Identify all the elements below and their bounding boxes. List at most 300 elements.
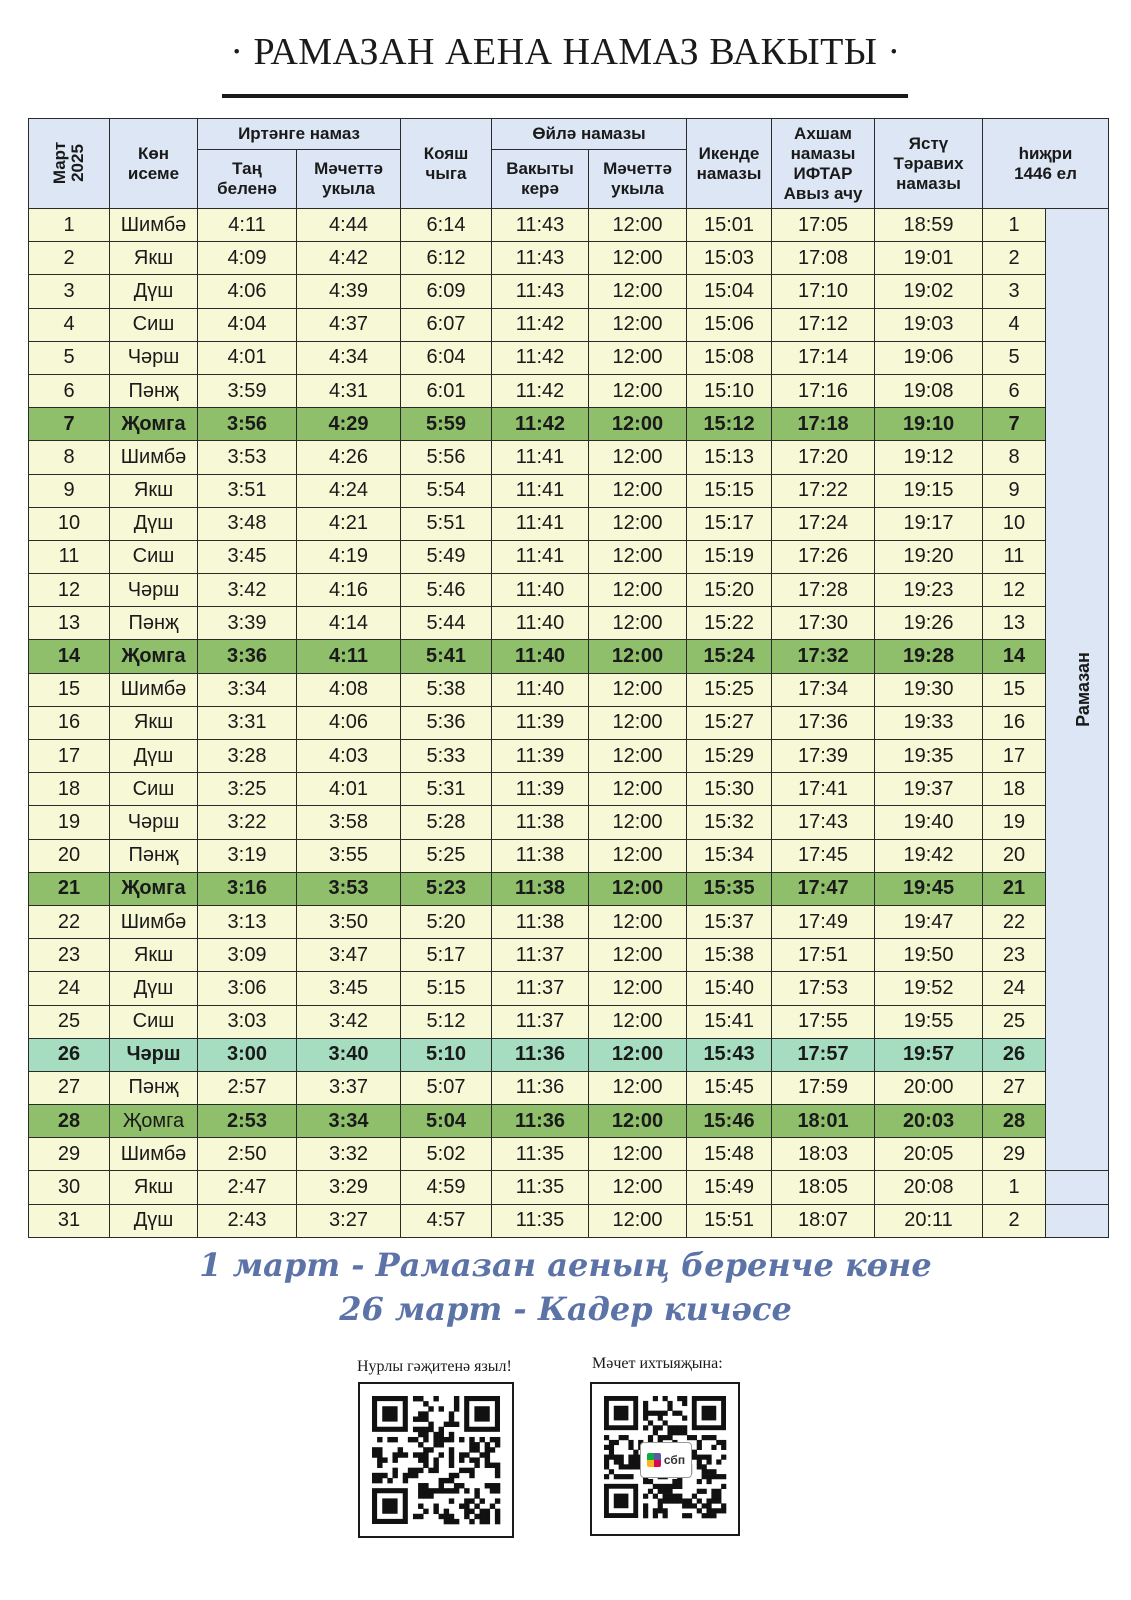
dawn-cell: 3:22 — [198, 806, 297, 839]
ramadan-label: Рамазан — [1072, 652, 1093, 728]
hijri-day-cell: 22 — [983, 905, 1046, 938]
table-row — [29, 540, 1109, 573]
morning-mosque-cell: 4:11 — [297, 640, 401, 673]
dawn-cell: 3:03 — [198, 1005, 297, 1038]
hijri-day-cell: 10 — [983, 507, 1046, 540]
hijri-day-cell: 21 — [983, 872, 1046, 905]
table-row — [29, 341, 1109, 374]
morning-mosque-cell: 3:53 — [297, 872, 401, 905]
morning-mosque-cell: 3:29 — [297, 1171, 401, 1204]
dawn-cell: 2:57 — [198, 1071, 297, 1104]
dawn-cell: 3:09 — [198, 939, 297, 972]
dawn-cell: 3:36 — [198, 640, 297, 673]
sunrise-cell: 5:54 — [401, 474, 492, 507]
sbp-icon — [647, 1453, 661, 1467]
afternoon-cell: 15:49 — [687, 1171, 772, 1204]
day-name-cell: Чәрш — [110, 574, 198, 607]
mosque-donation-qr-code[interactable] — [590, 1382, 740, 1536]
day-number-cell: 13 — [29, 607, 110, 640]
page-title: · РАМАЗАН АЕНА НАМАЗ ВАКЫТЫ · — [230, 31, 901, 73]
table-row — [29, 242, 1109, 275]
noon-mosque-cell: 12:00 — [589, 640, 687, 673]
day-name-cell: Сиш — [110, 308, 198, 341]
night-cell: 19:47 — [875, 905, 983, 938]
sunrise-cell: 6:14 — [401, 209, 492, 242]
sunrise-cell: 5:33 — [401, 740, 492, 773]
hijri-day-cell: 26 — [983, 1038, 1046, 1071]
dawn-cell: 2:47 — [198, 1171, 297, 1204]
hijri-day-cell: 28 — [983, 1105, 1046, 1138]
afternoon-cell: 15:08 — [687, 341, 772, 374]
night-cell: 19:30 — [875, 673, 983, 706]
afternoon-cell: 15:35 — [687, 872, 772, 905]
sunrise-cell: 5:17 — [401, 939, 492, 972]
table-row — [29, 1038, 1109, 1071]
table-row — [29, 773, 1109, 806]
hijri-day-cell: 16 — [983, 706, 1046, 739]
table-row — [29, 507, 1109, 540]
table-row — [29, 1138, 1109, 1171]
evening-cell: 17:34 — [772, 673, 875, 706]
table-body — [29, 209, 1109, 1238]
day-number-cell: 19 — [29, 806, 110, 839]
day-name-cell: Сиш — [110, 773, 198, 806]
sbp-logo — [640, 1442, 692, 1478]
table-row — [29, 1105, 1109, 1138]
afternoon-cell: 15:25 — [687, 673, 772, 706]
noon-time-cell: 11:41 — [492, 474, 589, 507]
dawn-cell: 3:19 — [198, 839, 297, 872]
day-number-cell: 27 — [29, 1071, 110, 1104]
day-name-cell: Сиш — [110, 540, 198, 573]
morning-mosque-cell: 3:40 — [297, 1038, 401, 1071]
night-cell: 19:23 — [875, 574, 983, 607]
night-cell: 19:45 — [875, 872, 983, 905]
morning-prayer-header: Иртәнге намаз — [198, 119, 401, 150]
night-cell: 19:57 — [875, 1038, 983, 1071]
morning-mosque-cell: 4:34 — [297, 341, 401, 374]
dawn-cell: 4:01 — [198, 341, 297, 374]
noon-mosque-cell: 12:00 — [589, 574, 687, 607]
evening-cell: 17:43 — [772, 806, 875, 839]
dawn-cell: 3:34 — [198, 673, 297, 706]
noon-mosque-cell: 12:00 — [589, 607, 687, 640]
hijri-day-cell: 17 — [983, 740, 1046, 773]
dawn-cell: 3:39 — [198, 607, 297, 640]
noon-time-cell: 11:36 — [492, 1071, 589, 1104]
day-name-cell: Җомга — [110, 1105, 198, 1138]
dawn-cell: 3:53 — [198, 441, 297, 474]
noon-time-cell: 11:42 — [492, 308, 589, 341]
day-number-cell: 8 — [29, 441, 110, 474]
afternoon-cell: 15:29 — [687, 740, 772, 773]
hijri-day-cell: 25 — [983, 1005, 1046, 1038]
noon-time-cell: 11:42 — [492, 374, 589, 407]
evening-cell: 17:24 — [772, 507, 875, 540]
sunrise-cell: 6:12 — [401, 242, 492, 275]
evening-iftar-header: Ахшам намазы ИФТАР Авыз ачу — [772, 119, 875, 209]
night-cell: 19:10 — [875, 408, 983, 441]
hijri-day-cell: 23 — [983, 939, 1046, 972]
noon-mosque-cell: 12:00 — [589, 209, 687, 242]
morning-mosque-cell: 4:03 — [297, 740, 401, 773]
afternoon-cell: 15:04 — [687, 275, 772, 308]
night-cell: 19:12 — [875, 441, 983, 474]
noon-time-cell: 11:37 — [492, 939, 589, 972]
table-row — [29, 1071, 1109, 1104]
day-name-cell: Якш — [110, 706, 198, 739]
noon-mosque-cell: 12:00 — [589, 1204, 687, 1237]
noon-time-header: Вакыты керә — [492, 150, 589, 209]
evening-cell: 18:03 — [772, 1138, 875, 1171]
noon-mosque-cell: 12:00 — [589, 972, 687, 1005]
day-number-cell: 5 — [29, 341, 110, 374]
morning-mosque-cell: 4:06 — [297, 706, 401, 739]
noon-time-cell: 11:37 — [492, 1005, 589, 1038]
morning-mosque-cell: 3:47 — [297, 939, 401, 972]
night-cell: 19:03 — [875, 308, 983, 341]
noon-mosque-cell: 12:00 — [589, 308, 687, 341]
dawn-cell: 3:28 — [198, 740, 297, 773]
hijri-day-cell: 20 — [983, 839, 1046, 872]
day-name-cell: Шимбә — [110, 209, 198, 242]
hijri-day-cell: 9 — [983, 474, 1046, 507]
hijri-day-cell: 7 — [983, 408, 1046, 441]
morning-mosque-cell: 4:37 — [297, 308, 401, 341]
noon-time-cell: 11:42 — [492, 341, 589, 374]
noon-time-cell: 11:40 — [492, 673, 589, 706]
day-number-cell: 25 — [29, 1005, 110, 1038]
morning-mosque-cell: 4:42 — [297, 242, 401, 275]
afternoon-cell: 15:10 — [687, 374, 772, 407]
noon-time-cell: 11:37 — [492, 972, 589, 1005]
afternoon-cell: 15:34 — [687, 839, 772, 872]
day-number-cell: 9 — [29, 474, 110, 507]
afternoon-cell: 15:45 — [687, 1071, 772, 1104]
noon-time-cell: 11:40 — [492, 574, 589, 607]
evening-cell: 17:14 — [772, 341, 875, 374]
day-name-cell: Якш — [110, 939, 198, 972]
hijri-day-cell: 6 — [983, 374, 1046, 407]
newspaper-qr-code[interactable] — [358, 1382, 514, 1538]
night-cell: 19:26 — [875, 607, 983, 640]
night-cell: 19:08 — [875, 374, 983, 407]
sunrise-cell: 5:36 — [401, 706, 492, 739]
day-number-cell: 30 — [29, 1171, 110, 1204]
night-cell: 20:03 — [875, 1105, 983, 1138]
day-name-cell: Дүш — [110, 507, 198, 540]
day-name-cell: Якш — [110, 474, 198, 507]
evening-cell: 17:53 — [772, 972, 875, 1005]
evening-cell: 17:28 — [772, 574, 875, 607]
prayer-times-table — [28, 118, 1109, 1238]
noon-time-cell: 11:40 — [492, 640, 589, 673]
sunrise-cell: 5:59 — [401, 408, 492, 441]
qr-code-icon — [360, 1384, 512, 1536]
dawn-cell: 3:56 — [198, 408, 297, 441]
day-number-cell: 11 — [29, 540, 110, 573]
dawn-cell: 2:43 — [198, 1204, 297, 1237]
title-divider — [222, 94, 908, 98]
day-name-cell: Чәрш — [110, 1038, 198, 1071]
day-number-cell: 6 — [29, 374, 110, 407]
morning-mosque-cell: 4:31 — [297, 374, 401, 407]
dawn-cell: 3:42 — [198, 574, 297, 607]
day-name-cell: Дүш — [110, 972, 198, 1005]
night-cell: 19:35 — [875, 740, 983, 773]
night-cell: 19:55 — [875, 1005, 983, 1038]
afternoon-cell: 15:43 — [687, 1038, 772, 1071]
noon-mosque-cell: 12:00 — [589, 706, 687, 739]
noon-mosque-cell: 12:00 — [589, 1038, 687, 1071]
day-number-cell: 2 — [29, 242, 110, 275]
sunrise-cell: 5:31 — [401, 773, 492, 806]
dawn-cell: 2:53 — [198, 1105, 297, 1138]
noon-mosque-cell: 12:00 — [589, 839, 687, 872]
noon-time-cell: 11:39 — [492, 706, 589, 739]
noon-mosque-cell: 12:00 — [589, 806, 687, 839]
dawn-cell: 3:48 — [198, 507, 297, 540]
night-cell: 19:40 — [875, 806, 983, 839]
hijri-day-cell: 29 — [983, 1138, 1046, 1171]
noon-time-cell: 11:35 — [492, 1138, 589, 1171]
sunrise-cell: 5:49 — [401, 540, 492, 573]
day-name-cell: Якш — [110, 242, 198, 275]
evening-cell: 17:47 — [772, 872, 875, 905]
evening-cell: 17:49 — [772, 905, 875, 938]
day-number-cell: 31 — [29, 1204, 110, 1237]
morning-mosque-cell: 4:14 — [297, 607, 401, 640]
dawn-header: Таң беленә — [198, 150, 297, 209]
evening-cell: 17:59 — [772, 1071, 875, 1104]
night-cell: 19:42 — [875, 839, 983, 872]
day-number-cell: 12 — [29, 574, 110, 607]
sunrise-cell: 5:10 — [401, 1038, 492, 1071]
noon-time-cell: 11:35 — [492, 1171, 589, 1204]
night-cell: 19:06 — [875, 341, 983, 374]
noon-mosque-cell: 12:00 — [589, 540, 687, 573]
night-cell: 18:59 — [875, 209, 983, 242]
hijri-day-cell: 5 — [983, 341, 1046, 374]
noon-time-cell: 11:42 — [492, 408, 589, 441]
sunrise-cell: 6:01 — [401, 374, 492, 407]
hijri-day-cell: 4 — [983, 308, 1046, 341]
day-number-cell: 28 — [29, 1105, 110, 1138]
sunrise-cell: 5:15 — [401, 972, 492, 1005]
afternoon-cell: 15:19 — [687, 540, 772, 573]
day-name-cell: Дүш — [110, 275, 198, 308]
newspaper-qr-caption: Нурлы гәҗитенә языл! — [357, 1358, 512, 1375]
noon-mosque-cell: 12:00 — [589, 1171, 687, 1204]
evening-cell: 17:16 — [772, 374, 875, 407]
evening-cell: 17:30 — [772, 607, 875, 640]
sunrise-cell: 4:57 — [401, 1204, 492, 1237]
day-name-cell: Пәнҗ — [110, 839, 198, 872]
day-number-cell: 22 — [29, 905, 110, 938]
night-cell: 19:20 — [875, 540, 983, 573]
morning-mosque-cell: 4:44 — [297, 209, 401, 242]
noon-time-cell: 11:39 — [492, 740, 589, 773]
evening-cell: 17:41 — [772, 773, 875, 806]
noon-mosque-cell: 12:00 — [589, 939, 687, 972]
day-number-cell: 15 — [29, 673, 110, 706]
hijri-day-cell: 8 — [983, 441, 1046, 474]
ramadan-band-empty — [1046, 1204, 1109, 1237]
table-row — [29, 275, 1109, 308]
hijri-day-cell: 2 — [983, 242, 1046, 275]
table-row — [29, 740, 1109, 773]
dawn-cell: 3:06 — [198, 972, 297, 1005]
noon-time-cell: 11:35 — [492, 1204, 589, 1237]
dawn-cell: 3:51 — [198, 474, 297, 507]
afternoon-cell: 15:51 — [687, 1204, 772, 1237]
sunrise-cell: 5:12 — [401, 1005, 492, 1038]
table-row — [29, 474, 1109, 507]
noon-time-cell: 11:41 — [492, 540, 589, 573]
sunrise-cell: 4:59 — [401, 1171, 492, 1204]
afternoon-header: Икенде намазы — [687, 119, 772, 209]
afternoon-cell: 15:38 — [687, 939, 772, 972]
morning-mosque-cell: 3:42 — [297, 1005, 401, 1038]
afternoon-cell: 15:03 — [687, 242, 772, 275]
hijri-day-cell: 3 — [983, 275, 1046, 308]
noon-time-cell: 11:41 — [492, 507, 589, 540]
day-name-cell: Сиш — [110, 1005, 198, 1038]
afternoon-cell: 15:30 — [687, 773, 772, 806]
hijri-day-cell: 11 — [983, 540, 1046, 573]
morning-mosque-cell: 3:45 — [297, 972, 401, 1005]
sunrise-cell: 5:28 — [401, 806, 492, 839]
noon-mosque-cell: 12:00 — [589, 905, 687, 938]
dawn-cell: 4:06 — [198, 275, 297, 308]
day-number-cell: 14 — [29, 640, 110, 673]
day-name-header: Көн исеме — [110, 119, 198, 209]
morning-mosque-cell: 4:24 — [297, 474, 401, 507]
noon-mosque-cell: 12:00 — [589, 374, 687, 407]
day-name-cell: Дүш — [110, 1204, 198, 1237]
table-row — [29, 872, 1109, 905]
noon-mosque-cell: 12:00 — [589, 1071, 687, 1104]
day-name-cell: Пәнҗ — [110, 607, 198, 640]
evening-cell: 17:39 — [772, 740, 875, 773]
hijri-day-cell: 24 — [983, 972, 1046, 1005]
sunrise-cell: 5:38 — [401, 673, 492, 706]
table-row — [29, 1171, 1109, 1204]
dawn-cell: 4:04 — [198, 308, 297, 341]
evening-cell: 17:55 — [772, 1005, 875, 1038]
day-number-cell: 17 — [29, 740, 110, 773]
table-row — [29, 806, 1109, 839]
day-name-cell: Шимбә — [110, 673, 198, 706]
afternoon-cell: 15:17 — [687, 507, 772, 540]
noon-time-cell: 11:39 — [492, 773, 589, 806]
sunrise-cell: 5:02 — [401, 1138, 492, 1171]
qadr-night-note: 26 март - Кадер кичәсе — [339, 1290, 792, 1328]
evening-cell: 17:05 — [772, 209, 875, 242]
noon-mosque-cell: 12:00 — [589, 474, 687, 507]
day-name-cell: Җомга — [110, 872, 198, 905]
morning-mosque-cell: 4:08 — [297, 673, 401, 706]
dawn-cell: 3:16 — [198, 872, 297, 905]
day-name-cell: Якш — [110, 1171, 198, 1204]
table-row — [29, 706, 1109, 739]
table-row — [29, 574, 1109, 607]
noon-time-cell: 11:40 — [492, 607, 589, 640]
afternoon-cell: 15:13 — [687, 441, 772, 474]
day-number-cell: 7 — [29, 408, 110, 441]
noon-mosque-cell: 12:00 — [589, 441, 687, 474]
day-name-cell: Җомга — [110, 640, 198, 673]
day-name-cell: Пәнҗ — [110, 374, 198, 407]
afternoon-cell: 15:20 — [687, 574, 772, 607]
sunrise-cell: 6:09 — [401, 275, 492, 308]
morning-mosque-header: Мәчеттә укыла — [297, 150, 401, 209]
afternoon-cell: 15:40 — [687, 972, 772, 1005]
hijri-header: һиҗри 1446 ел — [983, 119, 1109, 209]
dawn-cell: 3:25 — [198, 773, 297, 806]
hijri-day-cell: 15 — [983, 673, 1046, 706]
afternoon-cell: 15:24 — [687, 640, 772, 673]
sunrise-cell: 5:25 — [401, 839, 492, 872]
morning-mosque-cell: 3:32 — [297, 1138, 401, 1171]
afternoon-cell: 15:01 — [687, 209, 772, 242]
afternoon-cell: 15:06 — [687, 308, 772, 341]
night-cell: 20:11 — [875, 1204, 983, 1237]
day-name-cell: Пәнҗ — [110, 1071, 198, 1104]
day-number-cell: 18 — [29, 773, 110, 806]
day-number-cell: 26 — [29, 1038, 110, 1071]
morning-mosque-cell: 3:27 — [297, 1204, 401, 1237]
evening-cell: 17:08 — [772, 242, 875, 275]
noon-time-cell: 11:43 — [492, 275, 589, 308]
afternoon-cell: 15:15 — [687, 474, 772, 507]
noon-mosque-cell: 12:00 — [589, 1105, 687, 1138]
evening-cell: 17:10 — [772, 275, 875, 308]
day-number-cell: 3 — [29, 275, 110, 308]
hijri-day-cell: 13 — [983, 607, 1046, 640]
table-row — [29, 374, 1109, 407]
sunrise-cell: 6:04 — [401, 341, 492, 374]
morning-mosque-cell: 3:37 — [297, 1071, 401, 1104]
hijri-day-cell: 19 — [983, 806, 1046, 839]
evening-cell: 18:05 — [772, 1171, 875, 1204]
morning-mosque-cell: 4:39 — [297, 275, 401, 308]
noon-mosque-cell: 12:00 — [589, 242, 687, 275]
day-number-cell: 23 — [29, 939, 110, 972]
afternoon-cell: 15:22 — [687, 607, 772, 640]
sunrise-cell: 5:51 — [401, 507, 492, 540]
evening-cell: 17:45 — [772, 839, 875, 872]
morning-mosque-cell: 3:50 — [297, 905, 401, 938]
noon-mosque-header: Мәчеттә укыла — [589, 150, 687, 209]
day-number-cell: 16 — [29, 706, 110, 739]
night-cell: 19:50 — [875, 939, 983, 972]
hijri-day-cell: 12 — [983, 574, 1046, 607]
noon-time-cell: 11:36 — [492, 1038, 589, 1071]
evening-cell: 17:26 — [772, 540, 875, 573]
noon-time-cell: 11:38 — [492, 839, 589, 872]
noon-mosque-cell: 12:00 — [589, 341, 687, 374]
sunrise-cell: 6:07 — [401, 308, 492, 341]
afternoon-cell: 15:41 — [687, 1005, 772, 1038]
evening-cell: 17:20 — [772, 441, 875, 474]
hijri-day-cell: 2 — [983, 1204, 1046, 1237]
table-row — [29, 972, 1109, 1005]
day-number-cell: 29 — [29, 1138, 110, 1171]
evening-cell: 17:57 — [772, 1038, 875, 1071]
evening-cell: 18:01 — [772, 1105, 875, 1138]
hijri-day-cell: 18 — [983, 773, 1046, 806]
